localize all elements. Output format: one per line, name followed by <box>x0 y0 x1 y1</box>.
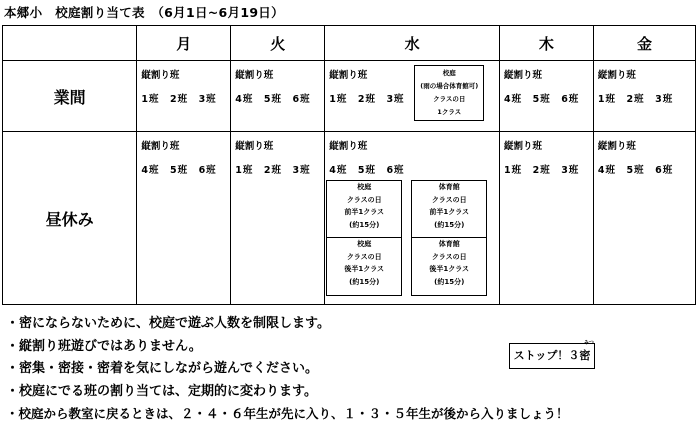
slot-groups: 1班 2班 3班 <box>329 94 405 105</box>
slot-label: 縦割り班 <box>141 141 180 152</box>
box-line: 体育館 <box>438 240 460 248</box>
schedule-table <box>2 25 696 305</box>
slot-label: 縦割り班 <box>597 141 636 152</box>
slot-label: 縦割り班 <box>503 70 542 81</box>
slot-label: 縦割り班 <box>235 70 274 81</box>
note-item: ・校庭にでる班の割り当ては、定期的に変わります。 <box>6 383 317 399</box>
day-header: 月 <box>137 26 231 61</box>
page-title: 本郷小 校庭割り当て表 （6月1日~6月19日） <box>4 5 284 20</box>
box-line: 校庭 <box>442 69 456 77</box>
slot-cell <box>593 132 695 305</box>
box-line: 1クラス <box>437 108 462 116</box>
slot-cell <box>231 61 325 132</box>
slot-label: 縦割り班 <box>329 70 368 81</box>
note-item: ・密にならないために、校庭で遊ぶ人数を制限します。 <box>6 316 330 331</box>
day-header: 水 <box>325 26 500 61</box>
box-line: 前半1クラス <box>429 208 470 216</box>
box-line: クラスの日 <box>346 252 382 261</box>
day-header: 火 <box>231 26 325 61</box>
box-line: クラスの日 <box>431 195 467 204</box>
box-line: (約15分) <box>349 277 380 286</box>
slot-groups: 1班 2班 3班 <box>235 165 311 176</box>
slot-label: 縦割り班 <box>329 141 368 152</box>
class-day-box <box>326 180 402 239</box>
lunch-row <box>3 132 696 305</box>
period-label: 業間 <box>3 61 137 132</box>
day-header: 金 <box>593 26 695 61</box>
box-line: 後半1クラス <box>344 265 385 273</box>
corner-cell <box>3 26 137 61</box>
box-line: クラスの日 <box>431 252 467 261</box>
box-line: クラスの日 <box>346 195 382 204</box>
stop-label: ストップ！３密 <box>513 349 591 362</box>
slot-groups: 4班 5班 6班 <box>235 94 311 105</box>
class-day-box <box>411 237 487 296</box>
slot-groups: 1班 2班 3班 <box>141 94 217 105</box>
slot-cell <box>593 61 695 132</box>
class-day-box <box>411 180 487 239</box>
box-line: (約15分) <box>434 220 465 229</box>
box-line: 体育館 <box>438 183 460 191</box>
box-line: クラスの日 <box>433 95 466 103</box>
note-item: ・縦割り班遊びではありません。 <box>6 338 202 354</box>
gyokan-row <box>3 61 696 132</box>
slot-cell <box>137 61 231 132</box>
stop-3-mitsu-badge <box>509 340 595 369</box>
class-day-box <box>326 237 402 296</box>
box-line: (約15分) <box>434 277 465 286</box>
period-label: 昼休み <box>3 132 137 305</box>
slot-cell <box>137 132 231 305</box>
note-item: ・密集・密接・密着を気にしながら遊んでください。 <box>6 361 319 376</box>
slot-groups: 4班 5班 6班 <box>597 165 674 176</box>
slot-label: 縦割り班 <box>597 70 636 81</box>
slot-label: 縦割り班 <box>235 141 274 152</box>
slot-label: 縦割り班 <box>141 70 180 81</box>
class-day-box <box>414 65 484 121</box>
slot-cell <box>231 132 325 305</box>
slot-groups: 4班 5班 6班 <box>503 94 580 105</box>
slot-cell <box>325 132 500 305</box>
box-line: 校庭 <box>357 240 372 248</box>
stop-ruby: みつ <box>584 340 594 346</box>
slot-cell <box>499 132 593 305</box>
header-row <box>3 26 696 61</box>
note-item: ・校庭から教室に戻るときは、２・４・６年生が先に入り、１・３・５年生が後から入りましょう！ <box>6 406 569 421</box>
box-line: 前半1クラス <box>344 208 385 216</box>
box-line: 後半1クラス <box>429 265 470 273</box>
notes-list <box>6 313 569 426</box>
box-line: 校庭 <box>357 183 372 191</box>
slot-cell <box>499 61 593 132</box>
slot-cell <box>325 61 500 132</box>
day-header: 木 <box>499 26 593 61</box>
box-line: (雨の場合体育館可) <box>420 82 479 90</box>
slot-groups: 1班 2班 3班 <box>503 165 580 176</box>
box-line: (約15分) <box>349 220 380 229</box>
slot-groups: 4班 5班 6班 <box>329 165 405 176</box>
slot-groups: 4班 5班 6班 <box>141 165 217 176</box>
slot-label: 縦割り班 <box>503 141 542 152</box>
slot-groups: 1班 2班 3班 <box>597 94 674 105</box>
